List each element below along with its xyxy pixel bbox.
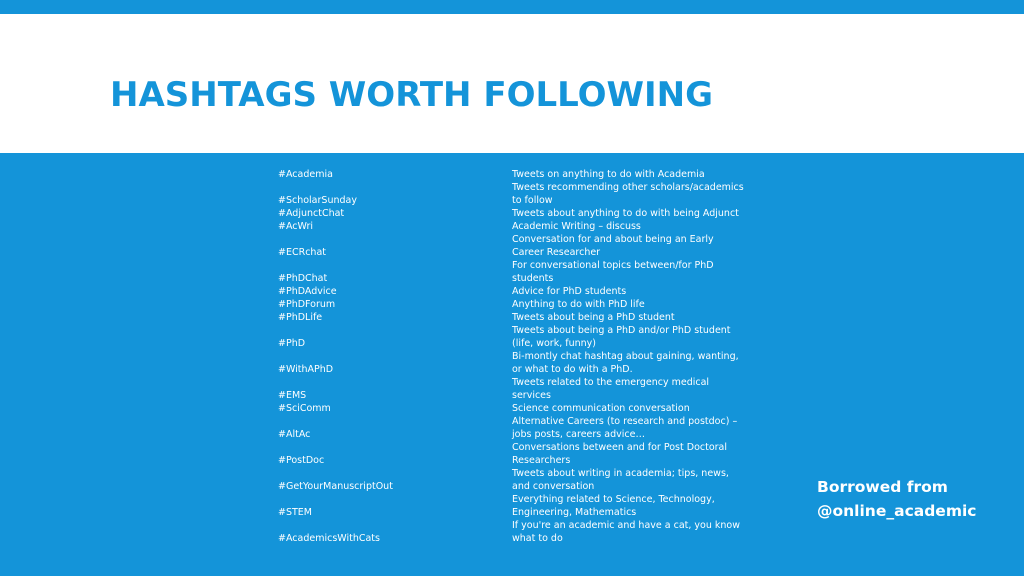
description-cell: Alternative Careers (to research and postdoc) – jobs posts, careers advice… xyxy=(512,416,738,440)
description-cell: Academic Writing – discuss xyxy=(512,221,641,232)
description-cell: Tweets about being a PhD student xyxy=(512,312,675,323)
credit-line: Borrowed from xyxy=(817,478,948,496)
hashtag-cell: #WithAPhD xyxy=(278,364,334,375)
hashtag-cell: #STEM xyxy=(278,507,312,518)
top-accent-bar xyxy=(0,0,1024,14)
hashtag-cell: #PhD xyxy=(278,338,306,349)
table-row xyxy=(278,493,746,519)
description-cell: Tweets about writing in academia; tips, news, and conversation xyxy=(512,468,729,492)
table-row xyxy=(278,402,746,415)
table-row xyxy=(278,519,746,545)
description-cell: Advice for PhD students xyxy=(512,286,627,297)
hashtag-cell: #PhDAdvice xyxy=(278,286,337,297)
table-row xyxy=(278,285,746,298)
description-cell: Conversation for and about being an Early Career Researcher xyxy=(512,234,714,258)
hashtag-cell: #PhDLife xyxy=(278,312,323,323)
description-cell: Conversations between and for Post Doctoral Researchers xyxy=(512,442,728,466)
slide-title: HASHTAGS WORTH FOLLOWING xyxy=(110,75,714,115)
hashtag-cell: #SciComm xyxy=(278,403,331,414)
hashtag-cell: #AdjunctChat xyxy=(278,208,345,219)
credit-handle: @online_academic xyxy=(817,502,977,520)
table-row xyxy=(278,298,746,311)
hashtag-cell: #GetYourManuscriptOut xyxy=(278,481,393,492)
hashtag-cell: #Academia xyxy=(278,169,333,180)
description-cell: Tweets related to the emergency medical services xyxy=(512,377,710,401)
description-cell: Everything related to Science, Technology, Engineering, Mathematics xyxy=(512,494,715,518)
table-row xyxy=(278,415,746,441)
title-panel xyxy=(0,14,1024,153)
table-row xyxy=(278,207,746,220)
description-cell: For conversational topics between/for PhD students xyxy=(512,260,714,284)
table-row xyxy=(278,467,746,493)
description-cell: Tweets about anything to do with being Adjunct xyxy=(512,208,739,219)
hashtag-cell: #AltAc xyxy=(278,429,311,440)
description-cell: Tweets on anything to do with Academia xyxy=(512,169,705,180)
table-row xyxy=(278,324,746,350)
hashtag-cell: #AcWri xyxy=(278,221,314,232)
hashtag-cell: #PhDChat xyxy=(278,273,328,284)
table-row xyxy=(278,376,746,402)
description-cell: Anything to do with PhD life xyxy=(512,299,645,310)
table-row xyxy=(278,233,746,259)
table-row xyxy=(278,350,746,376)
hashtag-cell: #EMS xyxy=(278,390,307,401)
description-cell: Tweets recommending other scholars/academics to follow xyxy=(512,182,744,206)
hashtag-cell: #AcademicsWithCats xyxy=(278,533,380,544)
table-row xyxy=(278,441,746,467)
content-area xyxy=(0,153,1024,576)
table-row xyxy=(278,220,746,233)
hashtag-cell: #PhDForum xyxy=(278,299,336,310)
hashtag-cell: #ECRchat xyxy=(278,247,326,258)
credit-note xyxy=(817,475,976,523)
hashtag-cell: #PostDoc xyxy=(278,455,325,466)
table-row xyxy=(278,181,746,207)
description-cell: Science communication conversation xyxy=(512,403,690,414)
table-row xyxy=(278,168,746,181)
table-row xyxy=(278,259,746,285)
description-cell: If you're an academic and have a cat, you know what to do xyxy=(512,520,740,544)
description-cell: Tweets about being a PhD and/or PhD student (life, work, funny) xyxy=(512,325,731,349)
description-cell: Bi-montly chat hashtag about gaining, wanting, or what to do with a PhD. xyxy=(512,351,739,375)
hashtag-table xyxy=(278,168,746,545)
hashtag-cell: #ScholarSunday xyxy=(278,195,357,206)
table-row xyxy=(278,311,746,324)
